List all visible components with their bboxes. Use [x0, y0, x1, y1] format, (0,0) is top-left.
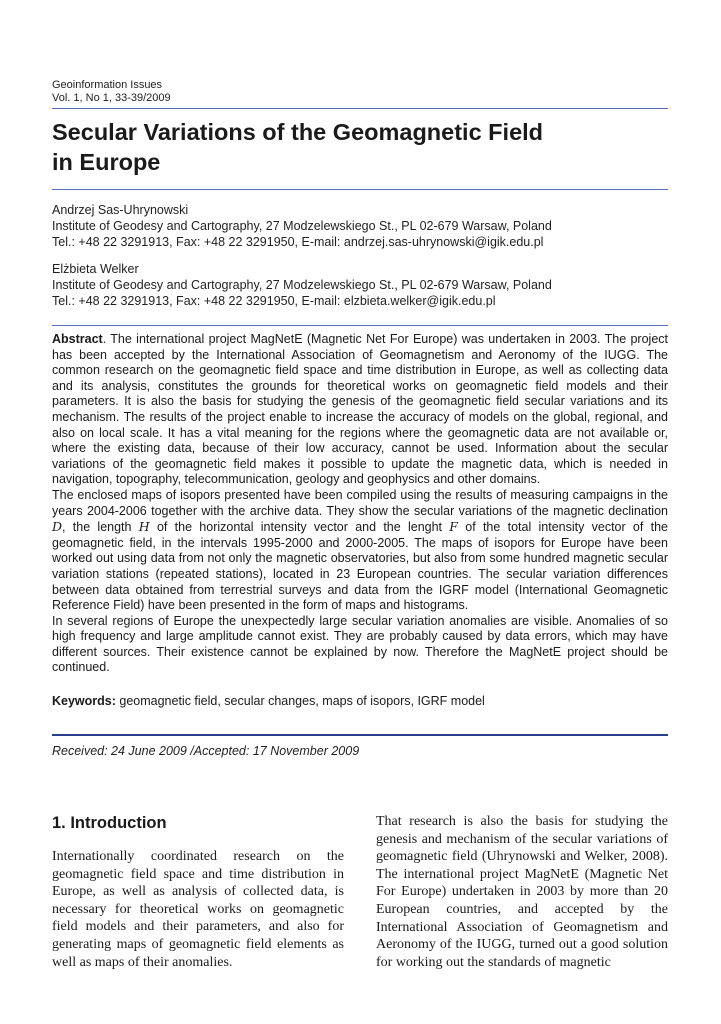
abstract-top-divider	[52, 325, 668, 326]
body-column-right: That research is also the basis for studying the genesis and mechanism of the secular variations of geomagnetic field (Uhrynowski and Welker, 2008). The international project MagNetE (Magnetic Net For Europe) undertaken in 2003 by more than 20 European countries, and accepted by the International Association of Geomagnetism and Aeronomy of the IUGG, turned out a good solution for working out the standards of magnetic	[376, 814, 668, 970]
abstract	[52, 332, 668, 676]
paper-title	[52, 117, 672, 177]
keywords-label: Keywords:	[52, 694, 116, 708]
author-name: Elżbieta Welker	[52, 262, 139, 276]
title-divider	[52, 189, 668, 190]
author-name: Andrzej Sas-Uhrynowski	[52, 203, 189, 217]
abstract-paragraph-2	[52, 488, 668, 614]
abstract-label: Abstract	[52, 332, 103, 346]
symbol-d: D	[52, 519, 63, 535]
received-dates: Received: 24 June 2009 /Accepted: 17 November 2009	[52, 744, 360, 758]
keywords-divider	[52, 734, 668, 736]
author-affiliation: Institute of Geodesy and Cartography, 27 Modzelewskiego St., PL 02-679 Warsaw, Poland	[52, 218, 552, 233]
section-heading: 1. Introduction	[52, 814, 167, 832]
author-contact: Tel.: +48 22 3291913, Fax: +48 22 3291950, E-mail: elzbieta.welker@igik.edu.pl	[52, 293, 496, 308]
author-contact: Tel.: +48 22 3291913, Fax: +48 22 3291950, E-mail: andrzej.sas-uhrynowski@igik.edu.pl	[52, 234, 544, 249]
journal-volume: Vol. 1, No 1, 33-39/2009	[52, 92, 171, 104]
body-column-left: Internationally coordinated research on the geomagnetic field space and time distribution in Europe, as well as analysis of collected data, is necessary for theoretical works on geomagnetic field models and their parameters, and also for generating maps of geomagnetic field elements as well as maps of their anomalies.	[52, 849, 344, 970]
title-line-2: in Europe	[52, 149, 161, 175]
abstract-paragraph-1	[52, 332, 668, 488]
author-block-2	[52, 262, 552, 309]
journal-name: Geoinformation Issues	[52, 79, 163, 91]
abstract-text-2a: The enclosed maps of isopors presented have been compiled using the results of measuring campaigns in the years 2004-2006 together with the archive data. They show the secular variations of the magnetic declination	[52, 487, 668, 518]
abstract-text-2c: of the horizontal intensity vector and the lenght	[149, 520, 450, 535]
author-affiliation: Institute of Geodesy and Cartography, 27 Modzelewskiego St., PL 02-679 Warsaw, Poland	[52, 277, 552, 292]
abstract-text-1: . The international project MagNetE (Magnetic Net For Europe) was undertaken in 2003. The project has been accepted by the International Association of Geomagnetism and Aeronomy of the IUGG. The common research on the geomagnetic field space and time distribution in Europe, as well as collecting data and its analysis, constitutes the grounds for theoretical works on geomagnetic field models and their parameters. It is also the basis for studying the genesis of the geomagnetic field secular variations and its mechanism. The results of the project enable to increase the accuracy of models on the global, regional, and also on local scale. It has a vital meaning for the regions where the geomagnetic data are not available or, where the existing data, because of their low accuracy, cannot be used. Information about the secular variations of the geomagnetic field makes it possible to update the magnetic data, which is needed in navigation, topography, telecommunication, geology and geophysics and other domains.	[52, 332, 668, 487]
abstract-text-2b: , the length	[62, 520, 139, 535]
title-line-1: Secular Variations of the Geomagnetic Field	[52, 119, 544, 145]
symbol-h: H	[138, 519, 150, 535]
author-block-1	[52, 203, 552, 250]
keywords	[52, 693, 485, 709]
abstract-paragraph-3: In several regions of Europe the unexpectedly large secular variation anomalies are visible. Anomalies of so high frequency and large amplitude cannot exist. They are probably caused by data errors, which may have different sources. Their existence cannot be explained by now. Therefore the MagNetE project should be continued.	[52, 613, 668, 675]
header-divider	[52, 108, 668, 109]
abstract-text-2d: of the total intensity vector of the geomagnetic field, in the intervals 1995-2000 and 2000-2005. The maps of isopors for Europe have been worked out using data from not only the magnetic observatories, but also from some hundred magnetic secular variation stations (repeated stations), located in 23 European countries. The secular variation differences between data obtained from terrestrial surveys and data from the IGRF model (International Geomagnetic Reference Field) have been presented in the form of maps and histograms.	[52, 520, 669, 613]
keywords-text: geomagnetic field, secular changes, maps of isopors, IGRF model	[115, 694, 485, 708]
journal-header	[52, 79, 171, 105]
symbol-f: F	[449, 519, 458, 535]
